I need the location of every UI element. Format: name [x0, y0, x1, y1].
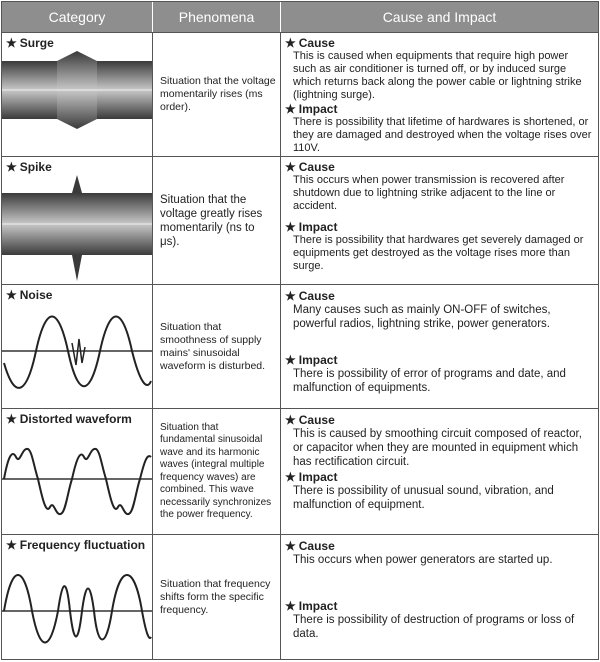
star-icon: ★ — [285, 599, 296, 613]
star-icon: ★ — [285, 220, 296, 234]
frequency-fluctuation-waveform-illustration — [2, 553, 152, 657]
impact-text: There is possibility of destruction of programs or loss of data. — [293, 614, 575, 640]
table-row-distorted-waveform — [2, 408, 598, 534]
cause-heading: ★ Cause — [285, 289, 335, 303]
power-disturbance-table — [1, 1, 599, 660]
category-cell — [2, 285, 152, 408]
impact-text: There is possibility that hardwares get severely damaged or equipments get destroyed as the voltage rises more than surge. — [293, 234, 584, 272]
phenomena-cell: Situation that the voltage momentarily rises (ms order). — [152, 33, 280, 156]
cause-text: This occurs when power generators are started up. — [293, 554, 553, 566]
cause-text: This is caused by smoothing circuit composed of reactor, or capacitor when they are mounted in equipment which has rectification circuit. — [293, 428, 582, 468]
cause-impact-cell — [280, 409, 598, 534]
impact-text: There is possibility of unusual sound, vibration, and malfunction of equipment. — [293, 485, 554, 511]
star-icon: ★ — [285, 470, 296, 484]
star-icon: ★ — [285, 539, 296, 553]
impact-text: There is possibility that lifetime of hardwares is shortened, or they are damaged and destroyed when the voltage rises over 110V. — [293, 116, 592, 154]
star-icon: ★ — [285, 413, 296, 427]
category-title — [6, 538, 145, 552]
noise-waveform-illustration — [2, 303, 152, 407]
category-cell — [2, 409, 152, 534]
star-icon: ★ — [6, 538, 17, 552]
star-icon: ★ — [285, 353, 296, 367]
impact-heading: ★ Impact — [285, 353, 338, 367]
category-cell — [2, 535, 152, 659]
star-icon: ★ — [6, 412, 17, 426]
phenomena-cell: Situation that smoothness of supply mains' sinusoidal waveform is disturbed. — [152, 285, 280, 408]
impact-heading: ★ Impact — [285, 470, 338, 484]
category-label: Surge — [19, 36, 54, 50]
impact-heading: ★ Impact — [285, 220, 338, 234]
header-cause-impact: Cause and Impact — [280, 2, 598, 32]
category-label: Spike — [19, 160, 52, 174]
impact-text: There is possibility of error of programs and date, and malfunction of equipments. — [293, 368, 566, 394]
star-icon: ★ — [285, 160, 296, 174]
category-title — [6, 36, 54, 50]
distorted-waveform-illustration — [2, 427, 152, 533]
star-icon: ★ — [285, 289, 296, 303]
cause-impact-cell — [280, 157, 598, 284]
cause-text: This is caused when equipments that require high power such as air conditioner is turned off, or by induced surge which returns back along the power cable or lightning strike (lightning surge). — [293, 50, 582, 101]
cause-text: This occurs when power transmission is recovered after shutdown due to lightning strike adjacent to the line or accident. — [293, 174, 565, 212]
star-icon: ★ — [6, 160, 17, 174]
category-title — [6, 412, 132, 426]
star-icon: ★ — [285, 36, 296, 50]
cause-impact-cell — [280, 33, 598, 156]
table-row-spike — [2, 156, 598, 284]
category-label: Distorted waveform — [19, 412, 132, 426]
category-title — [6, 160, 52, 174]
star-icon: ★ — [6, 36, 17, 50]
header-category: Category — [2, 2, 152, 32]
cause-impact-cell — [280, 535, 598, 659]
cause-heading: ★ Cause — [285, 413, 335, 427]
cause-heading: ★ Cause — [285, 160, 335, 174]
phenomena-cell: Situation that the voltage greatly rises momentarily (ns to μs). — [152, 157, 280, 284]
category-cell — [2, 157, 152, 284]
cause-heading: ★ Cause — [285, 539, 335, 553]
header-phenomena: Phenomena — [152, 2, 280, 32]
category-label: Noise — [19, 288, 53, 302]
star-icon: ★ — [6, 288, 17, 302]
category-title — [6, 288, 52, 302]
spike-waveform-illustration — [2, 175, 152, 283]
category-label: Frequency fluctuation — [19, 538, 146, 552]
cause-text: Many causes such as mainly ON-OFF of switches, powerful radios, lightning strike, power generators. — [293, 304, 551, 330]
phenomena-cell: Situation that fundamental sinusoidal wave and its harmonic waves (integral multiple frequency waves) are combined. This wave necessarily synchronizes the power frequency. — [152, 409, 280, 534]
phenomena-cell: Situation that frequency shifts form the specific frequency. — [152, 535, 280, 659]
table-row-noise — [2, 284, 598, 408]
table-row-surge — [2, 32, 598, 156]
category-cell — [2, 33, 152, 156]
surge-waveform-illustration — [2, 51, 152, 153]
table-row-frequency-fluctuation — [2, 534, 598, 659]
cause-impact-cell — [280, 285, 598, 408]
star-icon: ★ — [285, 102, 296, 116]
impact-heading: ★ Impact — [285, 599, 338, 613]
cause-heading: ★ Cause — [285, 36, 335, 50]
impact-heading: ★ Impact — [285, 102, 338, 116]
